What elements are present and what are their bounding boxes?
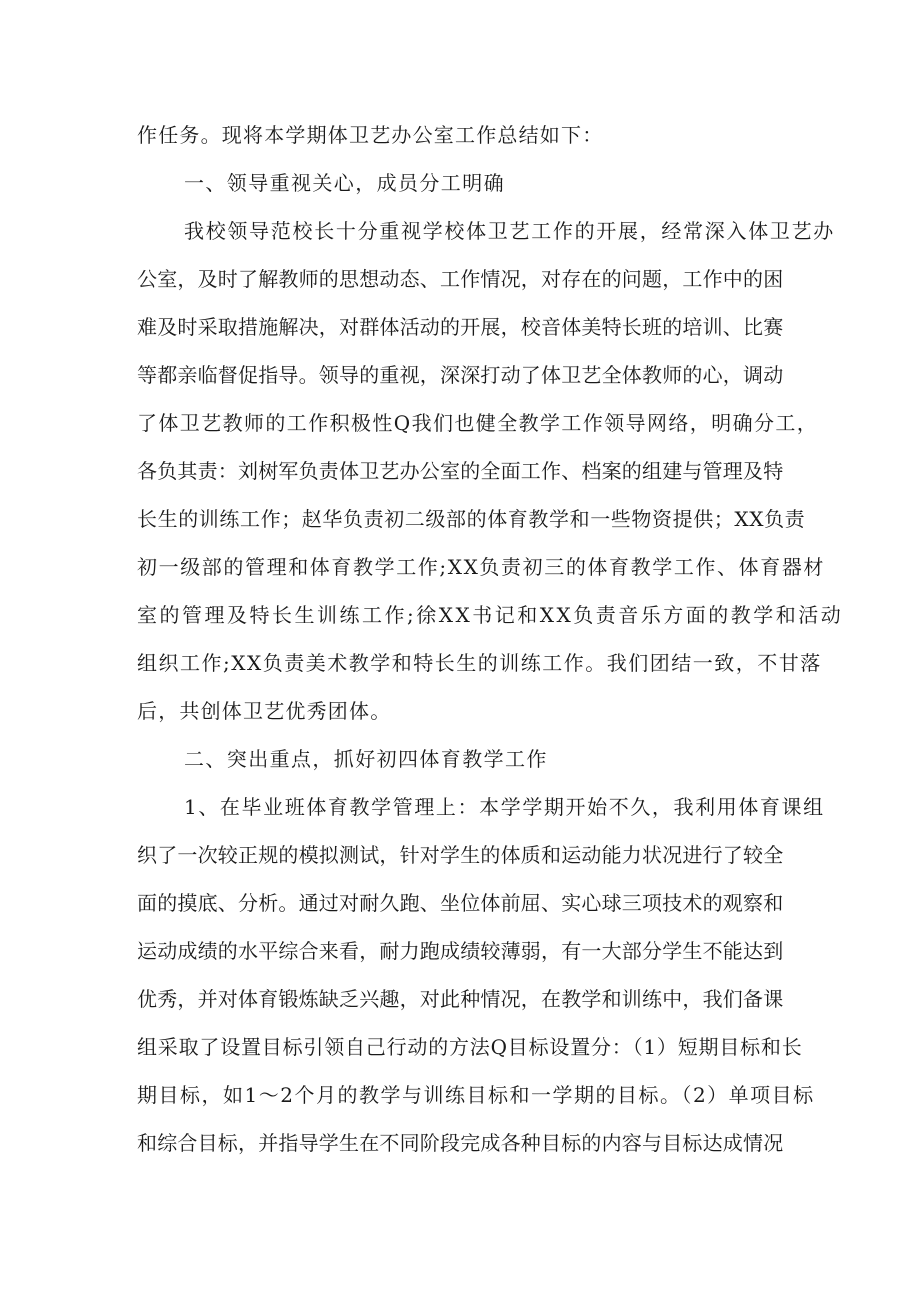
line-text: 期目标，如1～2个月的教学与训练目标和一学期的目标。（2）单项目标: [137, 1083, 815, 1107]
line-text: 各负其责：刘树军负责体卫艺办公室的全面工作、档案的组建与管理及特: [137, 459, 784, 483]
line-text: 难及时采取措施解决，对群体活动的开展，校音体美特长班的培训、比赛: [137, 315, 784, 339]
line-text: 长生的训练工作；赵华负责初二级部的体育教学和一些物资提供；XX负责: [137, 507, 806, 531]
line-text: 我校领导范校长十分重视学校体卫艺工作的开展，经常深入体卫艺办: [184, 219, 835, 243]
line-text: 优秀，并对体育锻炼缺乏兴趣，对此种情况，在教学和训练中，我们备课: [137, 987, 784, 1011]
line-text: 和综合目标，并指导学生在不同阶段完成各种目标的内容与目标达成情况: [137, 1131, 784, 1155]
heading-text: 二、突出重点，抓好初四体育教学工作: [184, 747, 548, 771]
line-text: 组织工作;XX负责美术教学和特长生的训练工作。我们团结一致，不甘落: [137, 651, 822, 675]
line-text: 室的管理及特长生训练工作;徐XX书记和XX负责音乐方面的教学和活动: [137, 603, 844, 627]
line-text: 1、在毕业班体育教学管理上：本学学期开始不久，我利用体育课组: [184, 795, 825, 819]
line-text: 运动成绩的水平综合来看，耐力跑成绩较薄弱，有一大部分学生不能达到: [137, 939, 784, 963]
line-text: 初一级部的管理和体育教学工作;XX负责初三的体育教学工作、体育器材: [137, 555, 826, 579]
heading-text: 一、领导重视关心，成员分工明确: [184, 171, 505, 195]
line-text: 作任务。现将本学期体卫艺办公室工作总结如下：: [137, 123, 604, 147]
line-text: 后，共创体卫艺优秀团体。: [137, 699, 392, 723]
line-text: 等都亲临督促指导。领导的重视，深深打动了体卫艺全体教师的心，调动: [137, 363, 784, 387]
line-text: 了体卫艺教师的工作积极性Q我们也健全教学工作领导网络，明确分工，: [137, 411, 819, 435]
line-text: 组采取了设置目标引领自己行动的方法Q目标设置分：（1）短期目标和长: [137, 1035, 803, 1059]
line-text: 公室，及时了解教师的思想动态、工作情况，对存在的问题，工作中的困: [137, 267, 784, 291]
line-text: 面的摸底、分析。通过对耐久跑、坐位体前屈、实心球三项技术的观察和: [137, 891, 784, 915]
line-text: 织了一次较正规的模拟测试，针对学生的体质和运动能力状况进行了较全: [137, 843, 784, 867]
